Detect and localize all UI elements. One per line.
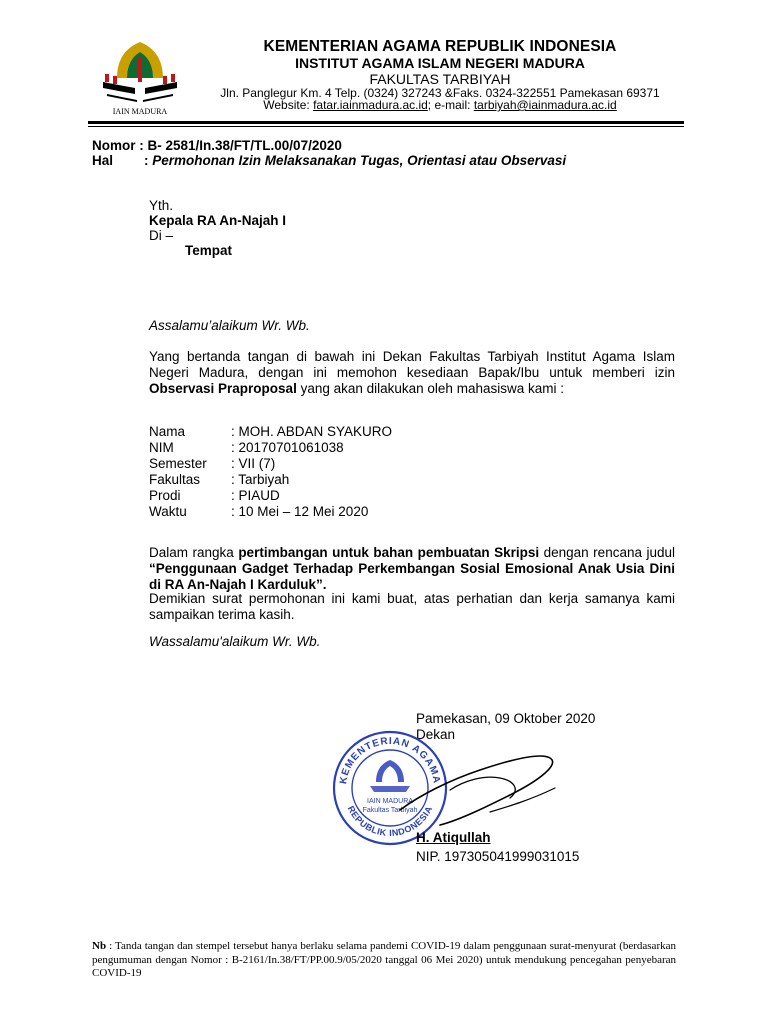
website-label: Website: [263,98,314,112]
detail-row [149,440,549,456]
intro-text-1: Yang bertanda tangan di bawah ini Dekan Fakultas Tarbiyah Institut Agama Islam Negeri Madura, dengan ini memohon kesediaan Bapak/Ibu untuk memberi izin [149,349,675,380]
signer-nip: NIP. 197305041999031015 [416,849,580,864]
detail-label: Nama [149,424,186,439]
detail-row [149,472,549,488]
intro-text-bold: Observasi Praproposal [149,381,297,396]
farewell: Wassalamu'alaikum Wr. Wb. [149,634,321,649]
footnote-text: : Tanda tangan dan stempel tersebut hanya berlaku selama pandemi COVID-19 dalam penggunaan surat-menyurat (berdasarkan pengumuman dengan Nomor : B-2161/In.38/FT/PP.00.9/05/2020 tanggal 06 Mei 2020) untuk mendukung pencegahan penyebaran COVID-19 [92,940,676,979]
detail-label: NIM [149,440,174,455]
student-details [149,424,549,520]
ministry-name: KEMENTERIAN AGAMA REPUBLIK INDONESIA [263,38,617,55]
letterhead-rule-thin [88,126,684,127]
purpose-text-bold: pertimbangan untuk bahan pembuatan Skripsi [238,545,540,560]
stamp-bottom-text: REPUBLIK INDONESIA [345,804,435,839]
faculty-name: FAKULTAS TARBIYAH [369,71,511,87]
purpose-text-2: dengan rencana judul [539,545,675,560]
hal-line [92,153,692,169]
stamp-center-text-2: Fakultas Tarbiyah [362,807,418,814]
hal-value: Permohonan Izin Melaksanakan Tugas, Orientasi atau Observasi [152,153,567,168]
iain-madura-logo [95,38,185,118]
purpose-paragraph [149,545,675,593]
handwritten-signature [390,740,570,830]
thesis-title: “Penggunaan Gadget Terhadap Perkembangan Sosial Emosional Anak Usia Dini di RA An-Najah I Karduluk”. [149,561,675,592]
detail-row [149,456,549,472]
institute-address: Jln. Panglegur Km. 4 Telp. (0324) 327243 &Faks. 0324-322551 Pamekasan 69371 [220,86,660,100]
intro-text-2: yang akan dilakukan oleh mahasiswa kami : [296,381,564,396]
intro-paragraph [149,349,675,397]
detail-row [149,424,549,440]
recipient-place: Tempat [185,243,233,258]
nomor-label: Nomor [92,138,136,153]
signer-name: H. Atiqullah [416,830,491,845]
contact-line [190,98,690,112]
detail-label: Waktu [149,504,187,519]
signer-position: Dekan [416,727,456,742]
stamp-center-text-1: IAIN MADURA [367,798,413,805]
stamp-top-text: KEMENTERIAN AGAMA [338,735,442,785]
hal-colon: : [144,153,149,168]
nomor-value: : B- 2581/In.38/FT/TL.00/07/2020 [139,138,342,153]
detail-label: Semester [149,456,207,471]
recipient-name: Kepala RA An-Najah I [149,213,287,228]
recipient-di: Di – [149,228,174,243]
place-date: Pamekasan, 09 Oktober 2020 [416,711,596,726]
detail-value: : VII (7) [231,456,276,471]
recipient-yth: Yth. [149,198,174,213]
footnote [92,940,676,981]
nomor-line [92,138,342,154]
hal-label: Hal [92,153,114,168]
website-link[interactable]: fatar.iainmadura.ac.id [313,98,428,112]
letterhead-rule-thick [88,121,684,124]
greeting: Assalamu’alaikum Wr. Wb. [149,318,310,333]
purpose-text-1: Dalam rangka [149,545,239,560]
footnote-label: Nb [92,940,107,952]
email-label: ; e-mail: [427,98,474,112]
detail-value: : PIAUD [231,488,280,503]
detail-label: Fakultas [149,472,201,487]
closing-paragraph: Demikian surat permohonan ini kami buat, atas perhatian dan kerja samanya kami sampaikan terima kasih. [149,591,675,622]
detail-value: : Tarbiyah [231,472,290,487]
detail-value: : 20170701061038 [231,440,344,455]
institute-name: INSTITUT AGAMA ISLAM NEGERI MADURA [295,55,585,71]
logo-text: IAIN MADURA [112,107,168,116]
detail-label: Prodi [149,488,181,503]
detail-row [149,504,549,520]
detail-value: : 10 Mei – 12 Mei 2020 [231,504,369,519]
email-link[interactable]: tarbiyah@iainmadura.ac.id [473,98,617,112]
detail-value: : MOH. ABDAN SYAKURO [231,424,393,439]
detail-row [149,488,549,504]
